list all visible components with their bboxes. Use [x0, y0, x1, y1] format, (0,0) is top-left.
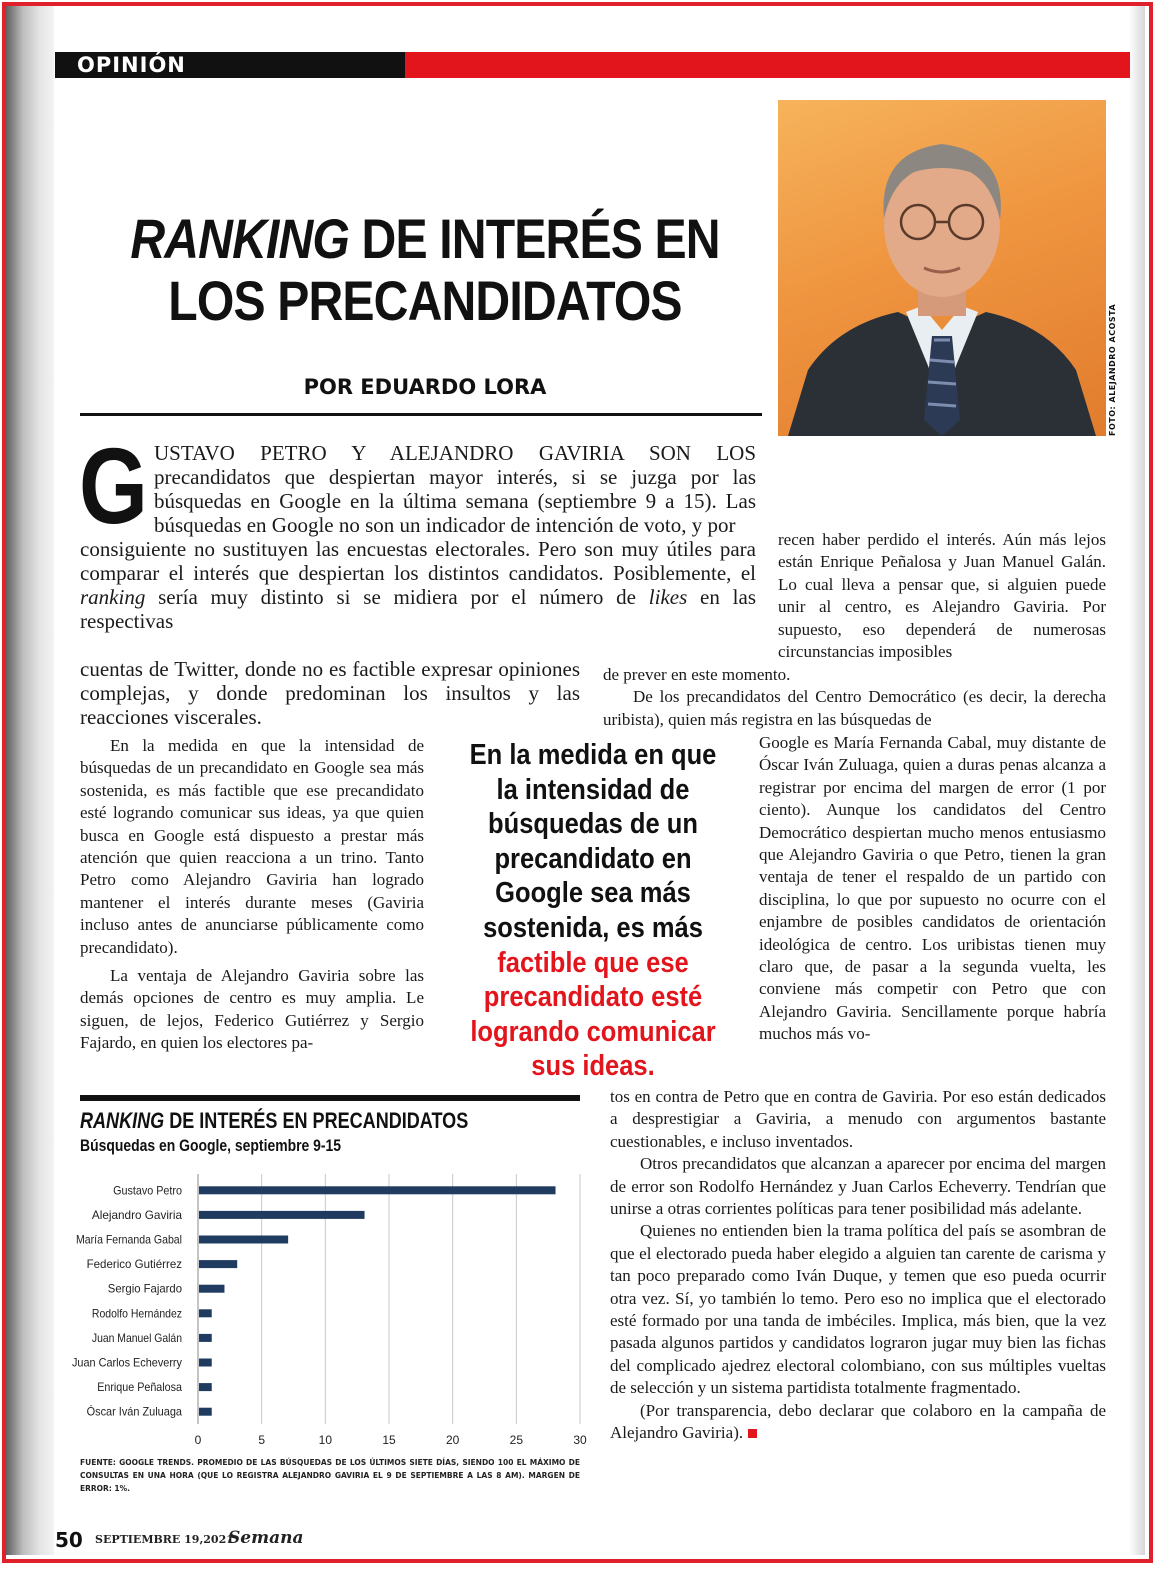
category-label: Federico Gutiérrez	[86, 1257, 182, 1272]
col3-narrow: Google es María Fernanda Cabal, muy distante de Óscar Iván Zuluaga, quien a duras penas alcanza a registrar por encima del margen de error (1 por ciento). Aunque los candidatos del Centro Democrático despiertan mucho menos entusiasmo que Alejandro Gaviria o que Petro, tienen la gran ventaja de tener el respaldo de un partido con disciplina, lo que por supuesto no ocurre con el enjambre de posibles candidatos de orientación ideológica de centro. Los uribistas tienen muy claro que, de pasar a la segunda vuelta, les conviene más competir con Petro que con Alejandro Gaviria. Sencillamente porque habría muchos más vo-	[759, 733, 1106, 1044]
x-tick-label: 30	[573, 1433, 587, 1447]
x-tick-label: 0	[194, 1433, 202, 1447]
pull-quote-black: En la medida en que la intensidad de búsquedas de un precandidato en Google sea más sostenida, es más	[469, 739, 717, 944]
headline-italic: RANKING	[130, 207, 350, 270]
chart-subtitle: Búsquedas en Google, septiembre 9-15	[80, 1136, 342, 1155]
col3-bottom4: (Por transparencia, debo declarar que colaboro en la campaña de Alejandro Gaviria).	[610, 1400, 1106, 1443]
headline-line1: DE INTERÉS EN	[349, 207, 720, 270]
x-tick-label: 25	[509, 1433, 524, 1447]
issue-date: SEPTIEMBRE 19,2021	[95, 1533, 234, 1546]
col3-bottom1: tos en contra de Petro que en contra de Gaviria. Por eso están dedicados a desprestigiar a Gaviria, a menudo con argumentos bastante cuestionables, e incluso inventados.	[610, 1087, 1106, 1151]
headline-line2: LOS PRECANDIDATOS	[168, 269, 682, 332]
chart-source-note: FUENTE: GOOGLE TRENDS. PROMEDIO DE LAS BÚSQUEDAS DE LOS ÚLTIMOS SIETE DÍAS, SIENDO 100 EL MÁXIMO DE CONSULTAS EN UNA HORA (QUE LO REGISTRA ALEJANDRO GAVIRIA EL 9 DE SEPTIEMBRE A LAS 8 AM). MARGEN DE ERROR: 1%.	[80, 1458, 580, 1493]
lead-continued-text: consiguiente no sustituyen las encuestas electorales. Pero son muy útiles para comparar el interés que despiertan los distintos candidatos. Posiblemente, el ranking sería muy distinto si se midiera por el número de likes en las respectivas	[80, 537, 756, 633]
col3-top: recen haber perdido el interés. Aún más lejos están Enrique Peñalosa y Juan Manuel Galán. Lo cual lleva a pensar que, si alguien puede unir al centro, es Alejandro Gaviria. Por supuesto, eso dependerá de numerosas circunstancias imposibles	[778, 530, 1106, 662]
category-label: Alejandro Gaviria	[91, 1207, 183, 1222]
x-tick-label: 5	[258, 1433, 266, 1447]
category-label: Sergio Fajardo	[107, 1281, 183, 1296]
page-border	[2, 2, 1153, 1563]
col3-wide1: de prever en este momento.	[603, 665, 791, 684]
category-label: Juan Manuel Galán	[91, 1330, 182, 1345]
col1-paragraph-2: La ventaja de Alejandro Gaviria sobre las demás opciones de centro es muy amplia. Le siguen, de lejos, Federico Gutiérrez y Sergio Fajardo, en quien los electores pa-	[80, 966, 424, 1053]
section-label: OPINIÓN	[77, 53, 186, 77]
col3-bottom3: Quienes no entienden bien la trama política del país se asombran de que el electorado pueda haber elegido a alguien tan carente de carisma y tan poco preparado como Iván Duque, y temen que eso pueda ocurrir otra vez. Sí, yo también lo temo. Pero eso no implica que el electorado esté formado por una tanda de imbéciles. Implica, más bien, que la vez pasada algunos partidos y candidatos lograron jugar muy bien las fichas del complicado ajedrez electoral colombiano, con sus múltiples vueltas de selección y un sistema partidista totalmente fragmentado.	[610, 1221, 1106, 1398]
byline: POR EDUARDO LORA	[303, 375, 547, 399]
category-label: Óscar Iván Zuluaga	[86, 1404, 192, 1419]
x-tick-label: 20	[445, 1433, 460, 1447]
x-tick-label: 15	[382, 1433, 396, 1447]
x-tick-label: 10	[318, 1433, 333, 1447]
category-label: Gustavo Petro	[113, 1183, 183, 1198]
category-label: Rodolfo Hernández	[91, 1306, 182, 1321]
category-label: Juan Carlos Echeverry	[72, 1355, 182, 1370]
photo-credit: FOTO: ALEJANDRO ACOSTA	[1108, 303, 1117, 436]
col3-wide2: De los precandidatos del Centro Democrático (es decir, la derecha uribista), quien más registra en las búsquedas de	[603, 687, 1106, 729]
magazine-name: Semana	[228, 1528, 304, 1548]
pull-quote-red: factible que ese precandidato esté logrando comunicar sus ideas.	[470, 946, 716, 1083]
lead-rest2: cuentas de Twitter, donde no es factible expresar opiniones complejas, y donde predominan los insultos y las reacciones viscerales.	[80, 657, 580, 729]
category-label: María Fernanda Gabal	[76, 1232, 182, 1247]
page-number: 50	[55, 1528, 83, 1552]
category-label: Enrique Peñalosa	[97, 1380, 183, 1395]
chart-title-italic: RANKING	[80, 1108, 165, 1133]
chart-title-rest: DE INTERÉS EN PRECANDIDATOS	[164, 1108, 469, 1133]
col3-bottom2: Otros precandidatos que alcanzan a aparecer por encima del margen de error son Rodolfo Hernández y Juan Carlos Echeverry. Tendrían que unirse a otras corrientes políticas para tener posibilidad más adelante.	[610, 1154, 1106, 1219]
lead-first-lines: USTAVO PETRO Y ALEJANDRO GAVIRIA SON LOS precandidatos que despiertan mayor interés, si se juzga por las búsquedas en Google en la última semana (septiembre 9 a 15). Las búsquedas en Google no son un indicador de intención de voto, y por	[154, 441, 756, 537]
col1-paragraph-1: En la medida en que la intensidad de búsquedas de un precandidato en Google sea más sostenida, es más factible que ese precandidato esté logrando comunicar sus ideas, ya que quien busca en Google está dispuesto a prestar más atención que quien reacciona a un trino. Tanto Petro como Alejandro Gaviria han logrado mantener el interés durante meses (Gaviria incluso antes de anunciarse públicamente como precandidato).	[80, 736, 424, 957]
drop-cap: G	[79, 425, 148, 546]
